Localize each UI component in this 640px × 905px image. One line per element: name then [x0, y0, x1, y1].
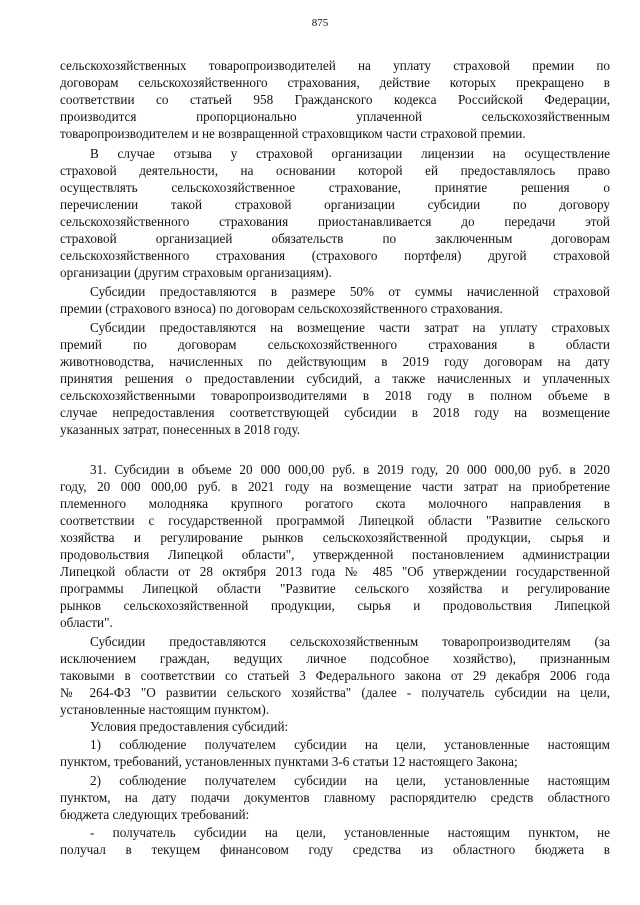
text-line: установленные настоящим пунктом).: [60, 702, 270, 717]
text-line: договорам сельскохозяйственного страхования, действие которых прекращено в: [60, 75, 610, 90]
text-line: организации (другим страховым организациям).: [60, 265, 332, 280]
text-line: страховой деятельности, на основании которой ей предоставлялось право: [60, 163, 610, 178]
text-line: 31. Субсидии в объеме 20 000 000,00 руб. в 2019 году, 20 000 000,00 руб. в 2020: [90, 462, 610, 477]
text-line: - получатель субсидии на цели, установленные настоящим пунктом, не: [90, 825, 610, 840]
text-line: № 264-ФЗ "О развитии сельского хозяйства" (далее - получатель субсидии на цели,: [60, 685, 610, 700]
text-line: премий по договорам сельскохозяйственного страхования в области: [60, 337, 610, 352]
text-line: хозяйства и регулирование рынков сельскохозяйственной продукции, сырья и: [60, 530, 610, 545]
text-line: сельскохозяйственными товаропроизводителями в 2018 году в полном объеме в: [60, 388, 610, 403]
text-line: году, 20 000 000,00 руб. в 2021 году на возмещение части затрат на приобретение: [60, 479, 610, 494]
text-line: продовольствия Липецкой области", утвержденной постановлением администрации: [60, 547, 610, 562]
text-line: 2) соблюдение получателем субсидии на цели, установленные настоящим: [90, 773, 610, 788]
text-line: пунктом, требований, установленных пунктами 3-6 статьи 12 настоящего Закона;: [60, 754, 518, 769]
text-line: Субсидии предоставляются на возмещение части затрат на уплату страховых: [90, 320, 610, 335]
text-line: исключением граждан, ведущих личное подсобное хозяйство), признанным: [60, 651, 610, 666]
text-line: соответствии со статьей 958 Гражданского кодекса Российской Федерации,: [60, 92, 610, 107]
text-line: соответствии с государственной программой Липецкой области "Развитие сельского: [60, 513, 610, 528]
text-line: Субсидии предоставляются сельскохозяйственным товаропроизводителям (за: [90, 634, 610, 649]
text-line: Липецкой области от 28 октября 2013 года № 485 "Об утверждении государственной: [60, 564, 610, 579]
text-line: случае непредоставления соответствующей субсидии в 2018 году на возмещение: [60, 405, 610, 420]
text-line: получал в текущем финансовом году средства из областного бюджета в: [60, 842, 610, 857]
text-line: бюджета следующих требований:: [60, 807, 250, 822]
text-line: пунктом, на дату подачи документов главному распорядителю средств областного: [60, 790, 610, 805]
text-line: животноводства, начисленных по действующим в 2019 году договорам на дату: [60, 354, 610, 369]
text-line: В случае отзыва у страховой организации лицензии на осуществление: [90, 146, 610, 161]
text-line: товаропроизводителем и не возвращенной страховщиком части страховой премии.: [60, 126, 526, 141]
text-line: рынков сельскохозяйственной продукции, сырья и продовольствия Липецкой: [60, 598, 610, 613]
text-line: премии (страхового взноса) по договорам сельскохозяйственного страхования.: [60, 301, 503, 316]
text-line: страховой организацией обязательств по заключенным договорам: [60, 231, 610, 246]
text-line: принятия решения о предоставлении субсидий, а также начисленных и уплаченных: [60, 371, 610, 386]
text-line: Субсидии предоставляются в размере 50% от суммы начисленной страховой: [90, 284, 610, 299]
text-line: 1) соблюдение получателем субсидии на цели, установленные настоящим: [90, 737, 610, 752]
text-line: программы Липецкой области "Развитие сельского хозяйства и регулирование: [60, 581, 610, 596]
text-line: Условия предоставления субсидий:: [90, 719, 289, 734]
text-line: производится пропорционально уплаченной сельскохозяйственным: [60, 109, 610, 124]
text-line: племенного молодняка крупного рогатого скота молочного направления в: [60, 496, 610, 511]
text-line: сельскохозяйственного страхования приостанавливается до передачи этой: [60, 214, 610, 229]
text-line: таковыми в соответствии со статьей 3 Федерального закона от 29 декабря 2006 года: [60, 668, 610, 683]
text-line: сельскохозяйственного страхования (страхового портфеля) другой страховой: [60, 248, 610, 263]
text-line: перечислении такой страховой организации субсидии по договору: [60, 197, 610, 212]
text-line: области".: [60, 615, 113, 630]
text-line: указанных затрат, понесенных в 2018 году.: [60, 422, 301, 437]
text-line: сельскохозяйственных товаропроизводителей на уплату страховой премии по: [60, 58, 610, 73]
text-line: осуществлять сельскохозяйственное страхование, принятие решения о: [60, 180, 610, 195]
page-number: 875: [311, 17, 329, 29]
